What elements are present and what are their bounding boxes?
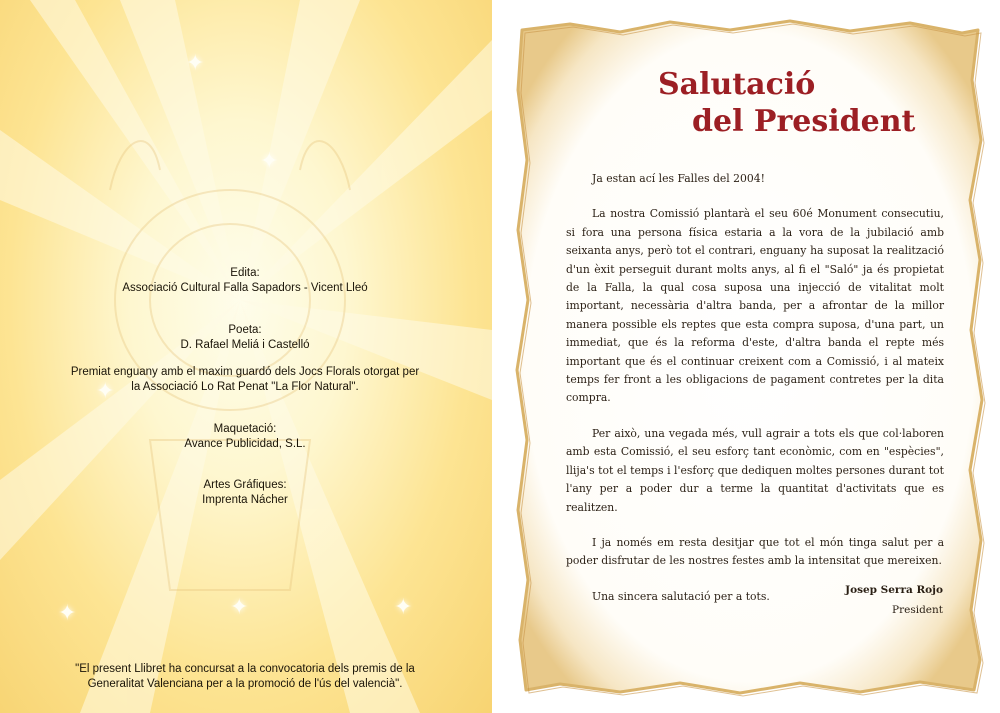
credit-heading: Poeta: [228,324,262,336]
signature-role: President [892,604,943,616]
signature-name: Josep Serra Rojo [845,584,943,596]
sparkle-icon: ✦ [394,594,413,619]
credit-value: Associació Cultural Falla Sapadors - Vicent Lleó [122,282,368,294]
page-title-line-1: Salutació [658,67,816,102]
credit-layout [60,422,430,452]
credit-value: D. Rafael Meliá i Castelló [180,339,310,351]
right-page [500,0,1000,713]
credit-poet [60,323,430,353]
letter-paragraph: I ja només em resta desitjar que tot el món tinga salut per a poder disfrutar de les nostres festes amb la intensitat que mereixen. [566,535,944,568]
sparkle-icon: ✦ [260,148,279,173]
left-page [0,0,492,713]
credit-heading: Maquetació: [213,423,277,435]
credit-printing [60,478,430,508]
footer-quote [40,662,450,692]
credit-value: Imprenta Nácher [202,494,288,506]
sparkle-icon: ✦ [230,594,249,619]
credit-editor [60,266,430,296]
letter-paragraph: Una sincera salutació per a tots. [592,589,770,603]
sparkle-icon: ✦ [96,378,115,403]
page-title-line-2: del President [692,104,916,139]
letter-body [566,170,944,606]
credit-value: Premiat enguany amb el maxim guardó dels Jocs Florals otorgat per [70,366,420,378]
credit-heading: Artes Gráfiques: [203,479,287,491]
credit-value: Avance Publicidad, S.L. [184,438,306,450]
credit-heading: Edita: [230,267,260,279]
signature-block [845,580,943,620]
letter-paragraph: Per això, una vegada més, vull agrair a tots els que col·laboren amb esta Comissió, el seu esforç tant econòmic, com en "espècies", llija's tot el temps i l'esforç que dediquen moltes persones durant tot l'any per a poder dur a terme la quantitat d'activitats que es realitzen. [566,426,944,514]
sparkle-icon: ✦ [58,600,77,625]
sparkle-icon: ✦ [186,50,205,75]
letter-paragraph: La nostra Comissió plantarà el seu 60é Monument consecutiu, si fora una persona física estaria a la vora de la jubilació amb seixanta anys, però tot el contrari, enguany ha suposat la realització d'un èxit perseguit durant molts anys, al fi el "Saló" ja és propietat de la Falla, la qual cosa suposa una injecció de vitalitat molt important, necessària d'altra banda, per a afrontar de la millor manera possible els reptes que esta compra suposa, d'una part, un immediat, que és la reforma d'este, d'altra banda el repte més important que és el continuar creixent com a Comissió, i al mateix temps fer front a les obligacions de pagament contretes per la dita compra. [566,207,944,405]
page-gutter [492,0,500,713]
footer-quote-line: Generalitat Valenciana per a la promoció de l'ús del valencià". [87,678,403,690]
letter-paragraph: Ja estan ací les Falles del 2004! [592,172,765,185]
footer-quote-line: "El present Llibret ha concursat a la convocatoria dels premis de la [75,663,415,675]
credit-value: la Associació Lo Rat Penat "La Flor Natural". [131,381,359,393]
credit-award [60,365,430,395]
